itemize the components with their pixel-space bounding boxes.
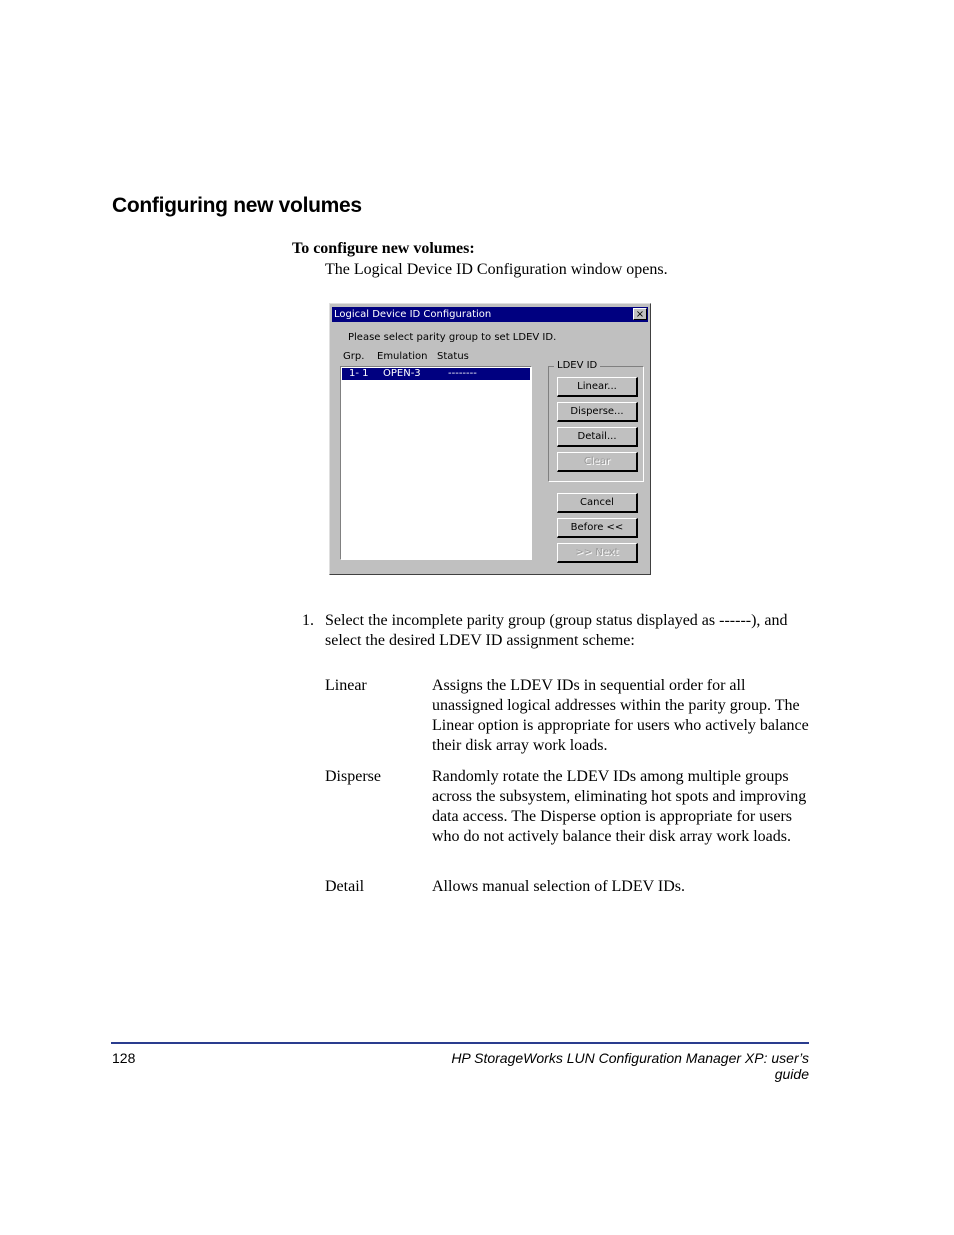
step-number: 1.	[302, 612, 314, 629]
intro-text: The Logical Device ID Configuration window opens.	[325, 261, 668, 278]
linear-button[interactable]: Linear...	[557, 377, 638, 397]
option-desc-detail: Allows manual selection of LDEV IDs.	[432, 878, 685, 895]
running-title: HP StorageWorks LUN Configuration Manager XP: user’s guide	[451, 1050, 809, 1082]
page-number: 128	[112, 1050, 136, 1066]
option-desc-linear: Assigns the LDEV IDs in sequential order for all unassigned logical addresses within the parity group. The Linear option is appropriate for users who actively balance their disk array work loads.	[432, 677, 809, 754]
section-heading: Configuring new volumes	[112, 194, 362, 217]
dialog-titlebar	[332, 307, 648, 322]
option-desc-disperse: Randomly rotate the LDEV IDs among multiple groups across the subsystem, eliminating hot spots and improving data access. The Disperse option is appropriate for users who do not actively balance their disk array work loads.	[432, 768, 807, 845]
option-term-linear: Linear	[325, 677, 367, 694]
next-button[interactable]: >> Next	[557, 543, 638, 563]
row-grp: 1- 1	[349, 368, 369, 379]
column-header-emulation: Emulation	[377, 351, 428, 362]
footer-rule	[111, 1042, 809, 1044]
row-emulation: OPEN-3	[383, 368, 421, 379]
column-header-status: Status	[437, 351, 469, 362]
option-term-detail: Detail	[325, 878, 365, 895]
list-item[interactable]	[342, 368, 530, 380]
detail-button[interactable]: Detail...	[557, 427, 638, 447]
row-status: --------	[448, 368, 477, 379]
parity-group-list[interactable]	[340, 366, 532, 560]
option-term-disperse: Disperse	[325, 768, 381, 785]
ldev-id-config-dialog	[329, 303, 651, 575]
clear-button[interactable]: Clear	[557, 452, 638, 472]
column-header-grp: Grp.	[343, 351, 365, 362]
disperse-button[interactable]: Disperse...	[557, 402, 638, 422]
dialog-title: Logical Device ID Configuration	[334, 309, 492, 320]
dialog-prompt: Please select parity group to set LDEV ID.	[348, 332, 557, 343]
procedure-title: To configure new volumes:	[292, 240, 475, 257]
cancel-button[interactable]: Cancel	[557, 493, 638, 513]
step-text: Select the incomplete parity group (group status displayed as ------), and select the desired LDEV ID assignment scheme:	[325, 612, 788, 649]
ldev-id-group-label: LDEV ID	[554, 360, 600, 372]
before-button[interactable]: Before <<	[557, 518, 638, 538]
close-icon[interactable]: ×	[633, 308, 647, 320]
